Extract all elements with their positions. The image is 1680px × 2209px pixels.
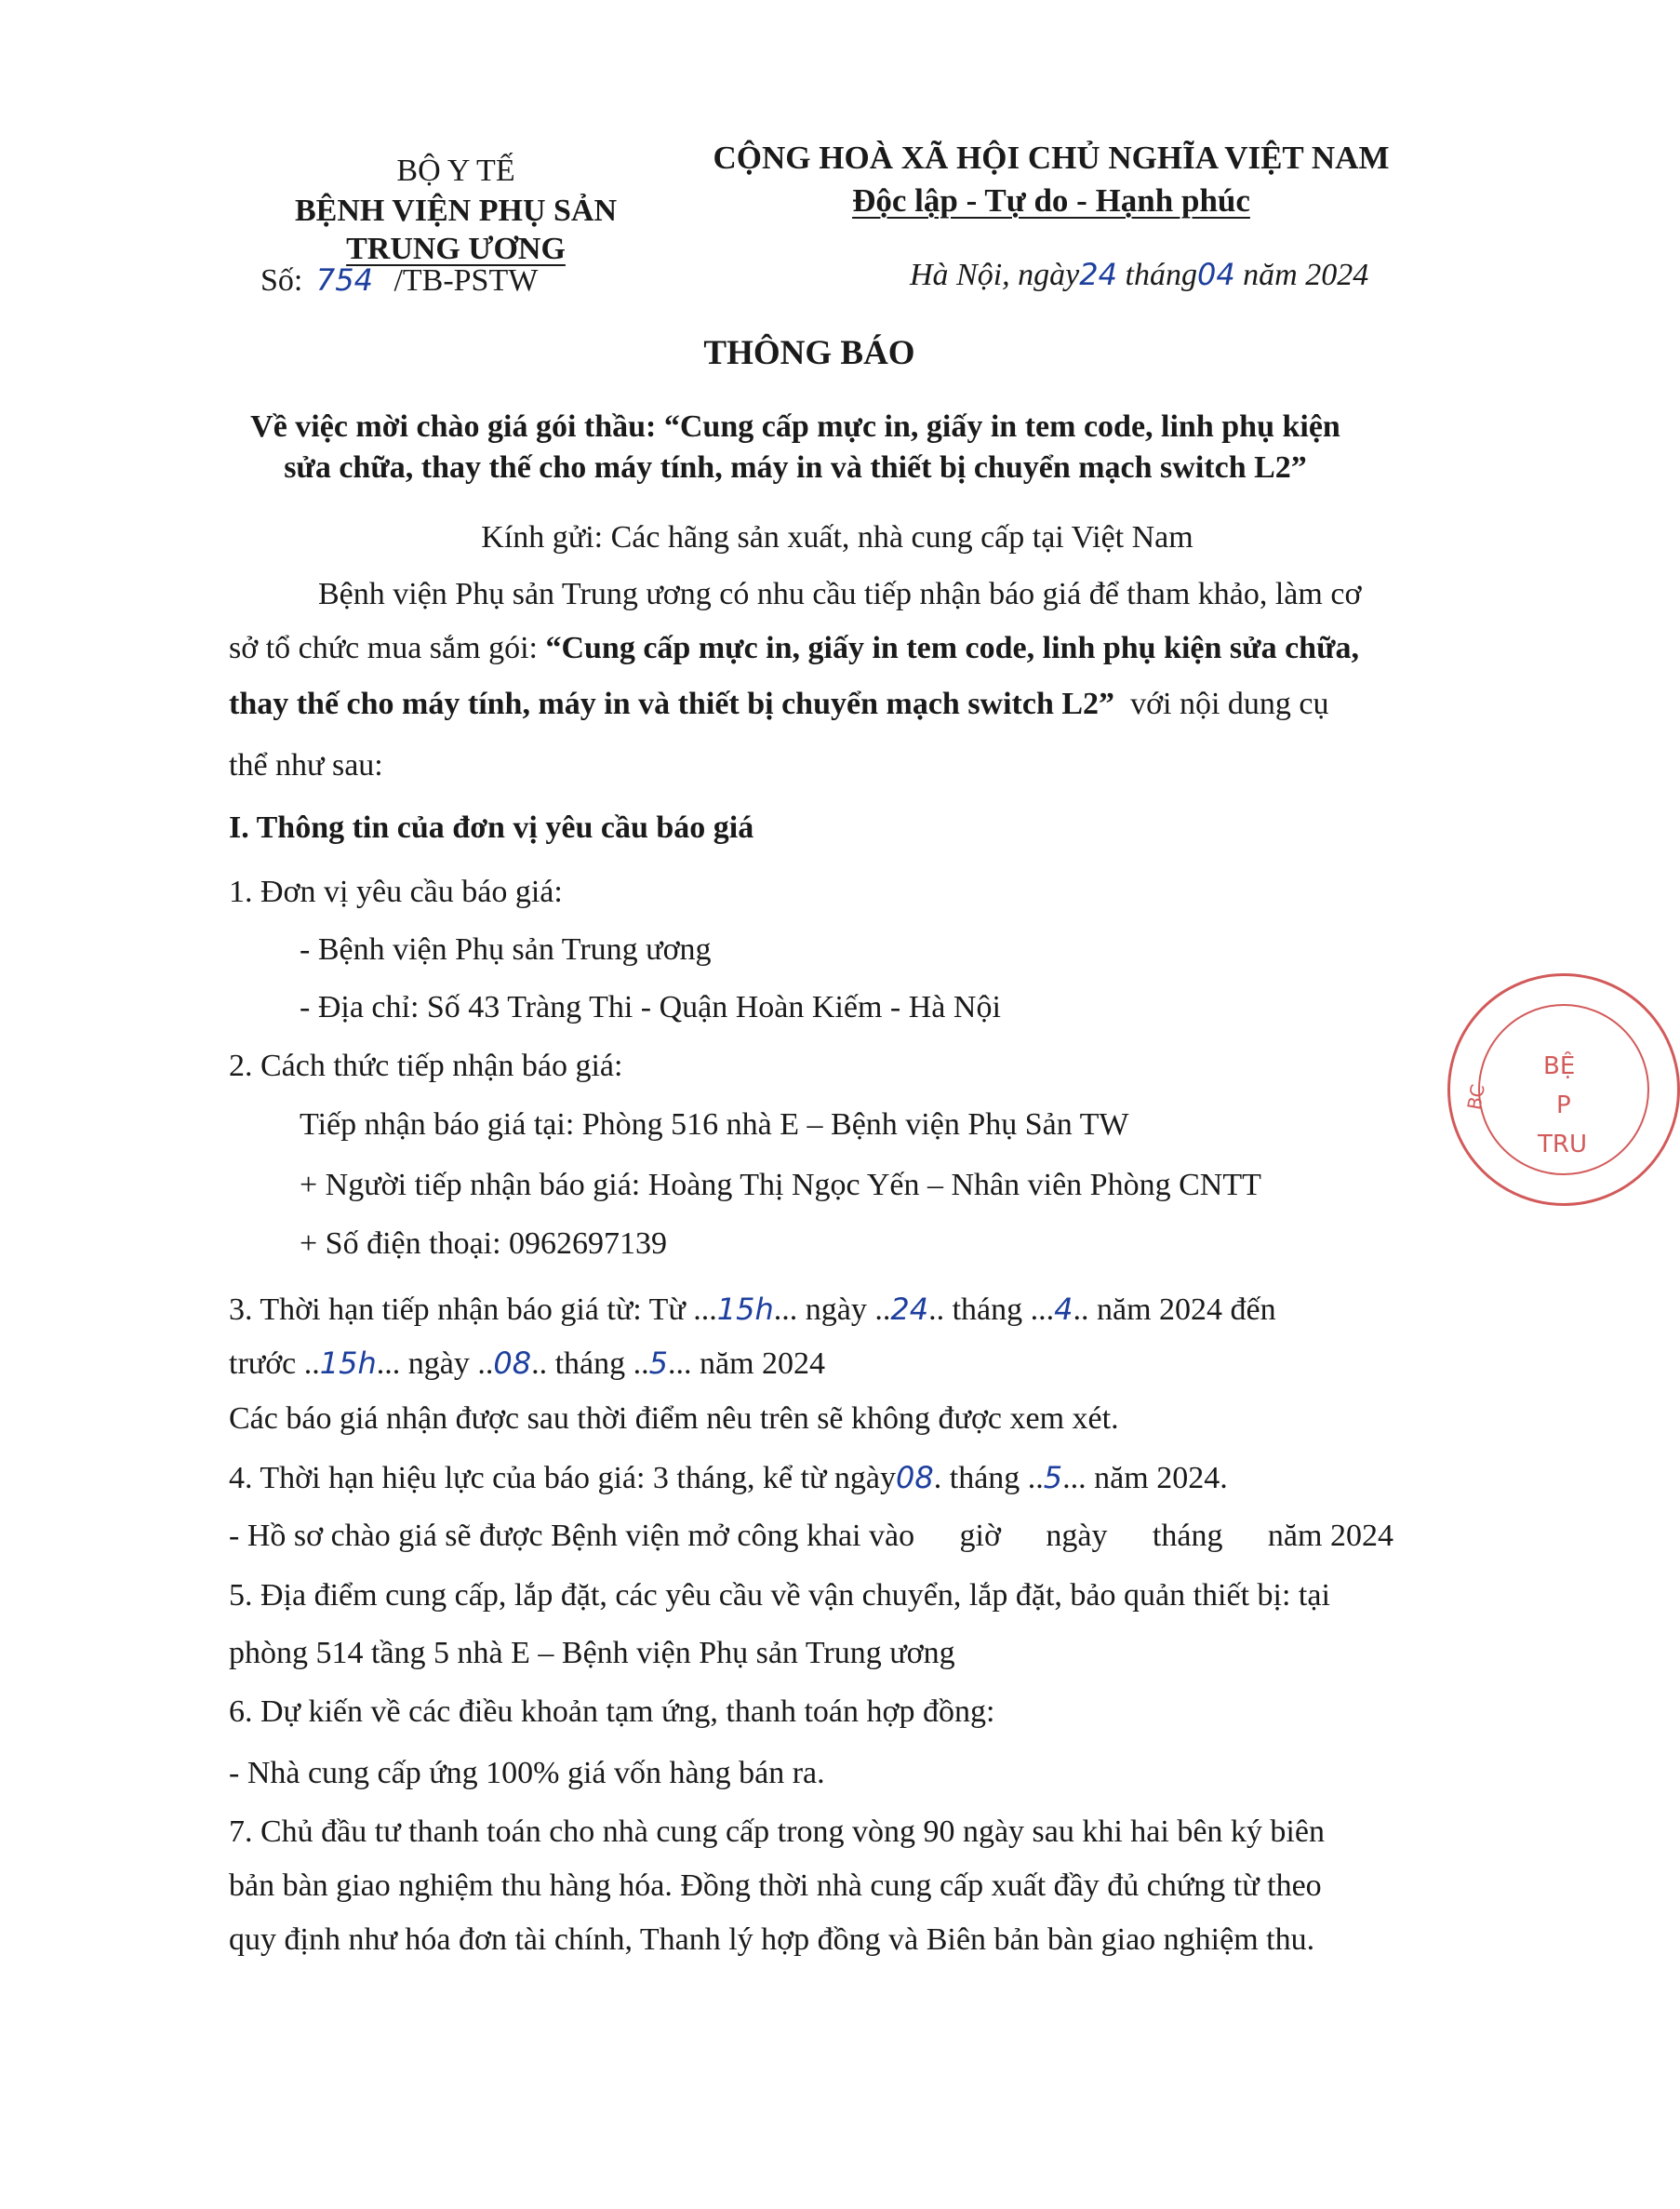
item1-address: - Địa chỉ: Số 43 Tràng Thi - Quận Hoàn Kiếm - Hà Nội bbox=[300, 990, 1001, 1024]
item3-hour2: 15h bbox=[319, 1345, 377, 1381]
item3-month1: 4 bbox=[1054, 1292, 1073, 1327]
item1-title: 1. Đơn vị yêu cầu báo giá: bbox=[229, 875, 563, 909]
item3-day1: 24 bbox=[890, 1292, 929, 1327]
stamp-text-2: P bbox=[1556, 1091, 1571, 1119]
intro-line4: thể như sau: bbox=[229, 748, 383, 783]
official-stamp bbox=[1447, 973, 1680, 1206]
item3-day2: 08 bbox=[493, 1345, 532, 1381]
item6-title: 6. Dự kiến về các điều khoản tạm ứng, thanh toán hợp đồng: bbox=[229, 1694, 995, 1729]
motto: Độc lập - Tự do - Hạnh phúc bbox=[852, 182, 1250, 219]
item1-org: - Bệnh viện Phụ sản Trung ương bbox=[300, 932, 712, 967]
item4-day: 08 bbox=[896, 1460, 934, 1495]
intro-line3: thay thế cho máy tính, máy in và thiết bị chuyển mạch switch L2” với nội dung cụ bbox=[229, 687, 1329, 721]
item3-month2: 5 bbox=[648, 1345, 668, 1381]
stamp-text-4: BC bbox=[1462, 1082, 1489, 1112]
item2-place: Tiếp nhận báo giá tại: Phòng 516 nhà E – Bệnh viện Phụ Sản TW bbox=[300, 1107, 1129, 1142]
document-title: THÔNG BÁO bbox=[703, 334, 915, 372]
header-left bbox=[260, 151, 651, 268]
intro-line2: sở tổ chức mua sắm gói: “Cung cấp mực in, giấy in tem code, linh phụ kiện sửa chữa, bbox=[229, 631, 1359, 665]
item4-line1: 4. Thời hạn hiệu lực của báo giá: 3 tháng, kể từ ngày08. tháng ..5... năm 2024. bbox=[229, 1460, 1228, 1495]
item4-open-line: - Hồ sơ chào giá sẽ được Bệnh viện mở công khai vào giờ ngày tháng năm 2024 bbox=[229, 1519, 1393, 1553]
place-date: Hà Nội, ngày24 tháng04 năm 2024 bbox=[910, 257, 1369, 292]
item7-line1: 7. Chủ đầu tư thanh toán cho nhà cung cấp trong vòng 90 ngày sau khi hai bên ký biên bbox=[229, 1814, 1325, 1849]
number-suffix: /TB-PSTW bbox=[393, 263, 539, 298]
ministry-name: BỘ Y TẾ bbox=[396, 154, 515, 188]
hospital-name-line1: BỆNH VIỆN PHỤ SẢN bbox=[294, 194, 618, 228]
subject-line2: sửa chữa, thay thế cho máy tính, máy in và thiết bị chuyển mạch switch L2” bbox=[284, 450, 1307, 485]
country-name: CỘNG HOÀ XÃ HỘI CHỦ NGHĨA VIỆT NAM bbox=[713, 140, 1390, 176]
item2-title: 2. Cách thức tiếp nhận báo giá: bbox=[229, 1049, 623, 1083]
subject-line1: Về việc mời chào giá gói thầu: “Cung cấp mực in, giấy in tem code, linh phụ kiện bbox=[250, 409, 1340, 444]
document-number bbox=[260, 262, 538, 299]
intro-line1: Bệnh viện Phụ sản Trung ương có nhu cầu tiếp nhận báo giá để tham khảo, làm cơ bbox=[318, 577, 1362, 611]
number-handwritten: 754 bbox=[315, 262, 373, 298]
item5-line2: phòng 514 tầng 5 nhà E – Bệnh viện Phụ sản Trung ương bbox=[229, 1636, 955, 1670]
item3-line1: 3. Thời hạn tiếp nhận báo giá từ: Từ ...15h... ngày ..24.. tháng ...4.. năm 2024 đến bbox=[229, 1292, 1276, 1327]
section1-heading: I. Thông tin của đơn vị yêu cầu báo giá bbox=[229, 810, 754, 845]
recipient: Kính gửi: Các hãng sản xuất, nhà cung cấp tại Việt Nam bbox=[481, 520, 1193, 555]
date-month-handwritten: 04 bbox=[1196, 257, 1235, 292]
number-prefix: Số: bbox=[260, 263, 303, 298]
item7-line3: quy định như hóa đơn tài chính, Thanh lý hợp đồng và Biên bản bàn giao nghiệm thu. bbox=[229, 1922, 1315, 1957]
item2-person: + Người tiếp nhận báo giá: Hoàng Thị Ngọc Yến – Nhân viên Phòng CNTT bbox=[300, 1168, 1261, 1202]
item3-hour1: 15h bbox=[716, 1292, 774, 1327]
item7-line2: bản bàn giao nghiệm thu hàng hóa. Đồng thời nhà cung cấp xuất đầy đủ chứng từ theo bbox=[229, 1868, 1322, 1903]
item3-line2: trước ..15h... ngày ..08.. tháng ..5... năm 2024 bbox=[229, 1345, 826, 1381]
stamp-text-1: BỆ bbox=[1543, 1052, 1576, 1080]
date-day-handwritten: 24 bbox=[1079, 257, 1117, 292]
item5-line1: 5. Địa điểm cung cấp, lắp đặt, các yêu cầu về vận chuyển, lắp đặt, bảo quản thiết bị: tại bbox=[229, 1578, 1330, 1613]
item4-month: 5 bbox=[1043, 1460, 1063, 1495]
item2-phone: + Số điện thoại: 0962697139 bbox=[300, 1226, 668, 1261]
item3-note: Các báo giá nhận được sau thời điểm nêu trên sẽ không được xem xét. bbox=[229, 1401, 1119, 1436]
stamp-text-3: TRU bbox=[1538, 1131, 1587, 1158]
item6-text: - Nhà cung cấp ứng 100% giá vốn hàng bán ra. bbox=[229, 1756, 825, 1790]
hospital-name-line2: TRUNG ƯƠNG bbox=[346, 232, 566, 266]
